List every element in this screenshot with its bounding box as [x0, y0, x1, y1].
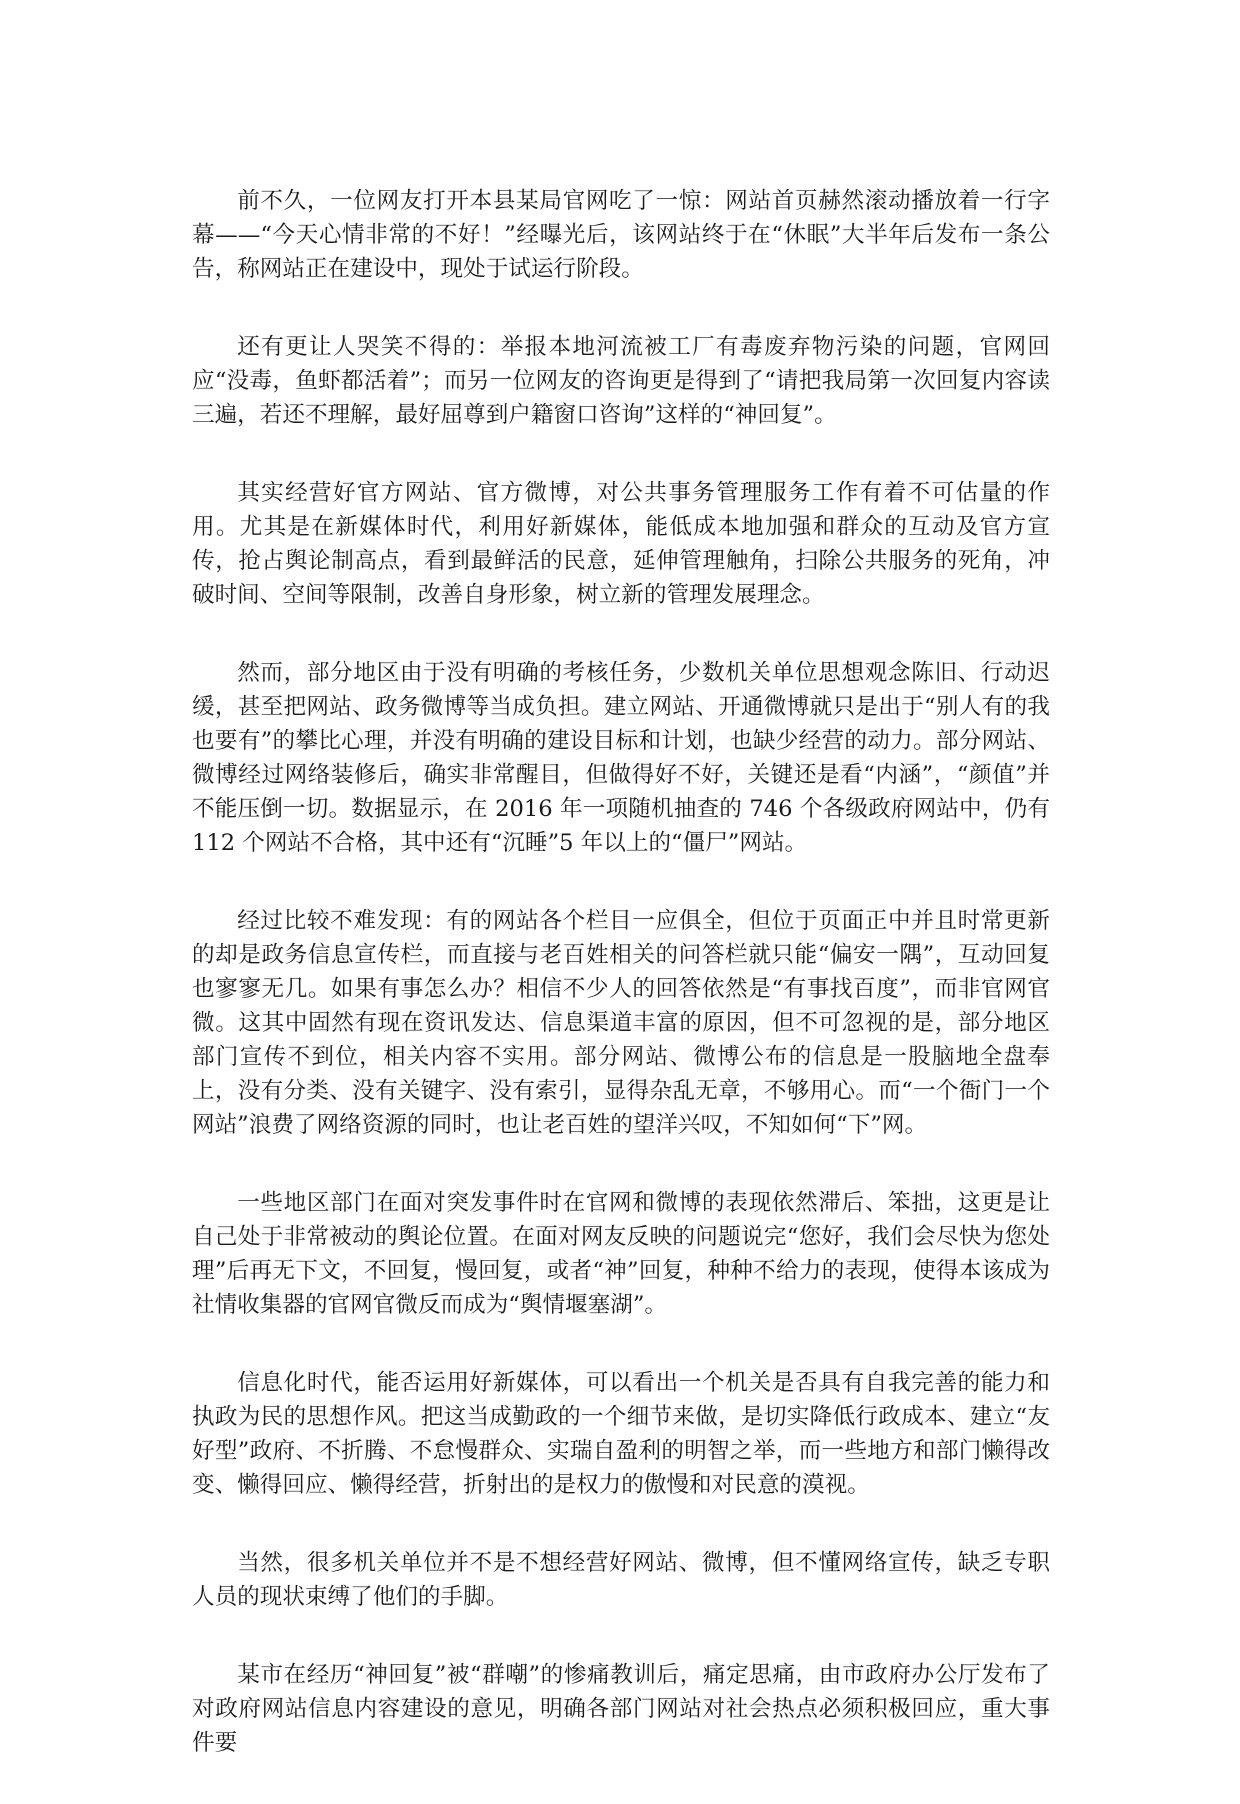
- paragraph-3: 其实经营好官方网站、官方微博，对公共事务管理服务工作有着不可估量的作用。尤其是在新媒体时代，利用好新媒体，能低成本地加强和群众的互动及官方宣传，抢占舆论制高点，看到最鲜活的民意，延伸管理触角，扫除公共服务的死角，冲破时间、空间等限制，改善自身形象，树立新的管理发展理念。: [192, 480, 1050, 608]
- paragraph-6: 一些地区部门在面对突发事件时在官网和微博的表现依然滞后、笨拙，这更是让自己处于非常被动的舆论位置。在面对网友反映的问题说完“您好，我们会尽快为您处理”后再无下文，不回复，慢回复，或者“神”回复，种种不给力的表现，使得本该成为社情收集器的官网官微反而成为“舆情堰塞湖”。: [192, 1190, 1050, 1318]
- paragraph-1: 前不久，一位网友打开本县某局官网吃了一惊：网站首页赫然滚动播放着一行字幕——“今天心情非常的不好！”经曝光后，该网站终于在“休眠”大半年后发布一条公告，称网站正在建设中，现处于试运行阶段。: [192, 188, 1050, 282]
- paragraph-4: 然而，部分地区由于没有明确的考核任务，少数机关单位思想观念陈旧、行动迟缓，甚至把网站、政务微博等当成负担。建立网站、开通微博就只是出于“别人有的我也要有”的攀比心理，并没有明确的建设目标和计划，也缺少经营的动力。部分网站、微博经过网络装修后，确实非常醒目，但做得好不好，关键还是看“内涵”，“颜值”并不能压倒一切。数据显示，在 2016 年一项随机抽查的 746 个各级政府网站中，仍有 112 个网站不合格，其中还有“沉睡”5 年以上的“僵尸”网站。: [192, 660, 1050, 856]
- paragraph-9: 某市在经历“神回复”被“群嘲”的惨痛教训后，痛定思痛，由市政府办公厅发布了对政府网站信息内容建设的意见，明确各部门网站对社会热点必须积极回应，重大事件要: [192, 1662, 1050, 1756]
- paragraph-7: 信息化时代，能否运用好新媒体，可以看出一个机关是否具有自我完善的能力和执政为民的思想作风。把这当成勤政的一个细节来做，是切实降低行政成本、建立“友好型”政府、不折腾、不怠慢群众、实瑞自盈利的明智之举，而一些地方和部门懒得改变、懒得回应、懒得经营，折射出的是权力的傲慢和对民意的漠视。: [192, 1370, 1050, 1498]
- paragraph-2: 还有更让人哭笑不得的：举报本地河流被工厂有毒废弃物污染的问题，官网回应“没毒，鱼虾都活着”；而另一位网友的咨询更是得到了“请把我局第一次回复内容读三遍，若还不理解，最好屈尊到户籍窗口咨询”这样的“神回复”。: [192, 334, 1050, 428]
- paragraph-5: 经过比较不难发现：有的网站各个栏目一应俱全，但位于页面正中并且时常更新的却是政务信息宣传栏，而直接与老百姓相关的问答栏就只能“偏安一隅”，互动回复也寥寥无几。如果有事怎么办？相信不少人的回答依然是“有事找百度”，而非官网官微。这其中固然有现在资讯发达、信息渠道丰富的原因，但不可忽视的是，部分地区部门宣传不到位，相关内容不实用。部分网站、微博公布的信息是一股脑地全盘奉上，没有分类、没有关键字、没有索引，显得杂乱无章，不够用心。而“一个衙门一个网站”浪费了网络资源的同时，也让老百姓的望洋兴叹，不知如何“下”网。: [192, 908, 1050, 1138]
- article-body: [192, 184, 1050, 1804]
- paragraph-8: 当然，很多机关单位并不是不想经营好网站、微博，但不懂网络宣传，缺乏专职人员的现状束缚了他们的手脚。: [192, 1550, 1050, 1610]
